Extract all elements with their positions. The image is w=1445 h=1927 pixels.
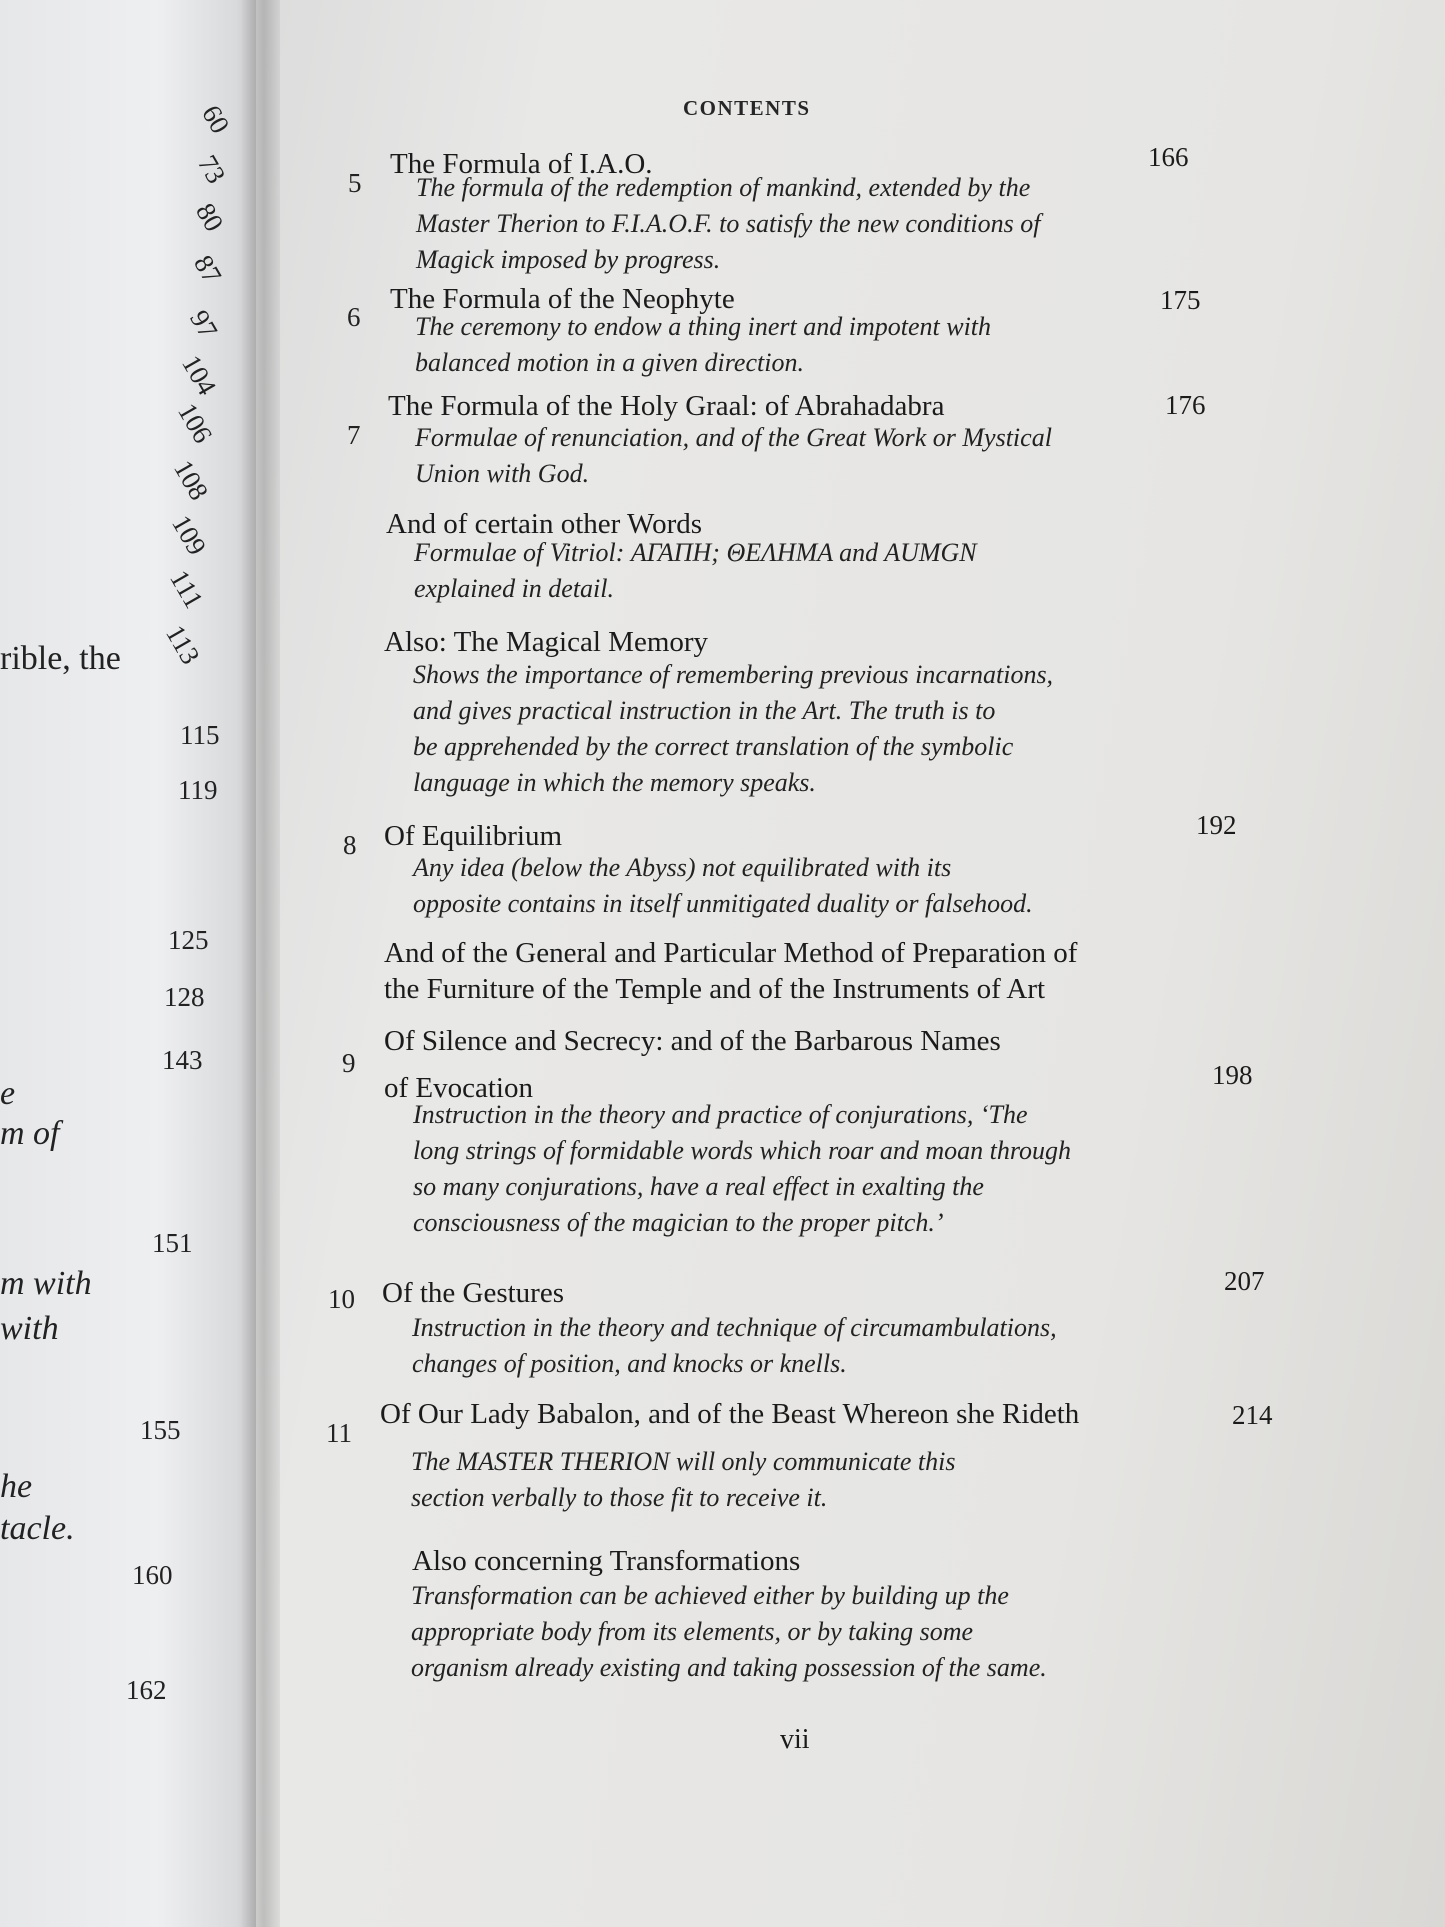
- chapter-description: [411, 1444, 956, 1516]
- chapter-title: Of Our Lady Babalon, and of the Beast Whereon she Rideth: [380, 1398, 1080, 1430]
- description-line: The MASTER THERION will only communicate this: [411, 1447, 956, 1476]
- description-line: balanced motion in a given direction.: [415, 348, 804, 377]
- chapter-title-continued: of Evocation: [384, 1072, 533, 1104]
- page-number: 176: [1165, 390, 1206, 420]
- description-line: Any idea (below the Abyss) not equilibrated with its: [413, 853, 952, 882]
- description-line: changes of position, and knocks or knells.: [412, 1349, 847, 1378]
- description-line: opposite contains in itself unmitigated duality or falsehood.: [413, 889, 1033, 918]
- description-line: organism already existing and taking possession of the same.: [411, 1653, 1047, 1682]
- chapter-title: Of the Gestures: [382, 1277, 565, 1309]
- chapter-title: The Formula of I.A.O.: [390, 148, 653, 180]
- left-page-number: 108: [168, 455, 215, 506]
- left-page-number: 115: [180, 720, 220, 750]
- left-page-fragment: rible, the: [0, 640, 121, 677]
- chapter-title: Of Equilibrium: [384, 820, 563, 852]
- left-page-number: 160: [132, 1560, 173, 1590]
- chapter-title: Of Silence and Secrecy: and of the Barbarous Names: [384, 1025, 1001, 1057]
- description-line: Formulae of Vitriol: ΑΓΑΠΗ; ΘΕΛΗΜΑ and AUMGN: [414, 538, 977, 567]
- chapter-description: [413, 850, 1033, 922]
- left-page-number: 106: [172, 398, 219, 449]
- section-description: [414, 535, 977, 607]
- left-page-number: 97: [184, 305, 224, 344]
- page-number: 207: [1224, 1266, 1265, 1296]
- description-line: Transformation can be achieved either by building up the: [411, 1581, 1009, 1610]
- left-page: [0, 0, 262, 1927]
- page-number: 192: [1196, 810, 1237, 840]
- chapter-number: 6: [347, 302, 361, 332]
- description-line: Instruction in the theory and practice of conjurations, ‘The: [413, 1100, 1028, 1129]
- chapter-number: 7: [347, 420, 361, 450]
- description-line: long strings of formidable words which roar and moan through: [413, 1136, 1071, 1165]
- left-page-number: 111: [164, 565, 210, 614]
- chapter-number: 8: [343, 830, 357, 860]
- page-header: CONTENTS: [683, 96, 811, 120]
- description-line: and gives practical instruction in the Art. The truth is to: [413, 696, 996, 725]
- description-line: Instruction in the theory and technique of circumambulations,: [412, 1313, 1057, 1342]
- chapter-description: [413, 1097, 1071, 1241]
- section-title: And of the General and Particular Method of Preparation of: [384, 937, 1078, 969]
- footer-page-number: vii: [780, 1724, 810, 1755]
- section-title: Also concerning Transformations: [412, 1545, 801, 1577]
- left-page-number: 151: [152, 1228, 193, 1258]
- left-page-fragment: with: [0, 1310, 59, 1347]
- section-title: Also: The Magical Memory: [384, 626, 709, 658]
- left-page-number: 60: [196, 100, 236, 139]
- chapter-description: [412, 1310, 1057, 1382]
- description-line: consciousness of the magician to the proper pitch.’: [413, 1208, 944, 1237]
- chapter-title: The Formula of the Holy Graal: of Abrahadabra: [388, 390, 945, 422]
- left-page-number: 113: [160, 620, 206, 670]
- chapter-number: 9: [342, 1048, 356, 1078]
- section-description: [413, 657, 1053, 801]
- left-page-number: 87: [188, 250, 228, 289]
- description-line: Union with God.: [415, 459, 590, 488]
- description-line: be apprehended by the correct translation of the symbolic: [413, 732, 1014, 761]
- chapter-description: [416, 170, 1040, 278]
- left-page-number: 119: [178, 775, 218, 805]
- description-line: Master Therion to F.I.A.O.F. to satisfy the new conditions of: [416, 209, 1041, 238]
- description-line: appropriate body from its elements, or by taking some: [411, 1617, 974, 1646]
- left-page-number: 109: [166, 510, 213, 561]
- left-page-fragment: m of: [0, 1115, 60, 1152]
- section-title: And of certain other Words: [386, 508, 703, 540]
- left-page-fragment: he: [0, 1468, 33, 1505]
- description-line: The ceremony to endow a thing inert and impotent with: [415, 312, 992, 341]
- chapter-title: The Formula of the Neophyte: [390, 283, 735, 315]
- left-page-number: 104: [176, 350, 223, 401]
- left-page-fragment: m with: [0, 1265, 92, 1302]
- left-page-number: 143: [162, 1045, 203, 1075]
- left-page-fragment: tacle.: [0, 1510, 75, 1547]
- description-line: language in which the memory speaks.: [413, 768, 816, 797]
- description-line: section verbally to those fit to receive it.: [411, 1483, 828, 1512]
- chapter-description: [415, 309, 991, 381]
- chapter-number: 5: [348, 168, 362, 198]
- left-page-number: 155: [140, 1415, 181, 1445]
- left-page-fragment: e: [0, 1075, 16, 1112]
- section-description: [411, 1578, 1047, 1686]
- description-line: so many conjurations, have a real effect in exalting the: [413, 1172, 984, 1201]
- left-page-number: 128: [164, 982, 205, 1012]
- description-line: Magick imposed by progress.: [416, 245, 721, 274]
- page-number: 166: [1148, 142, 1189, 172]
- description-line: Formulae of renunciation, and of the Great Work or Mystical: [415, 423, 1052, 452]
- left-page-number: 125: [168, 925, 209, 955]
- page-gutter: [240, 0, 280, 1927]
- page-number: 198: [1212, 1060, 1253, 1090]
- description-line: explained in detail.: [414, 574, 615, 603]
- description-line: Shows the importance of remembering previous incarnations,: [413, 660, 1054, 689]
- chapter-number: 11: [326, 1418, 352, 1448]
- chapter-number: 10: [328, 1284, 355, 1314]
- left-page-number: 73: [192, 150, 232, 189]
- description-line: The formula of the redemption of mankind, extended by the: [416, 173, 1031, 202]
- section-title-continued: the Furniture of the Temple and of the Instruments of Art: [384, 973, 1046, 1005]
- left-page-number: 80: [190, 198, 230, 237]
- left-page-number: 162: [126, 1675, 167, 1705]
- chapter-description: [415, 420, 1052, 492]
- page-number: 175: [1160, 285, 1201, 315]
- page-number: 214: [1232, 1400, 1273, 1430]
